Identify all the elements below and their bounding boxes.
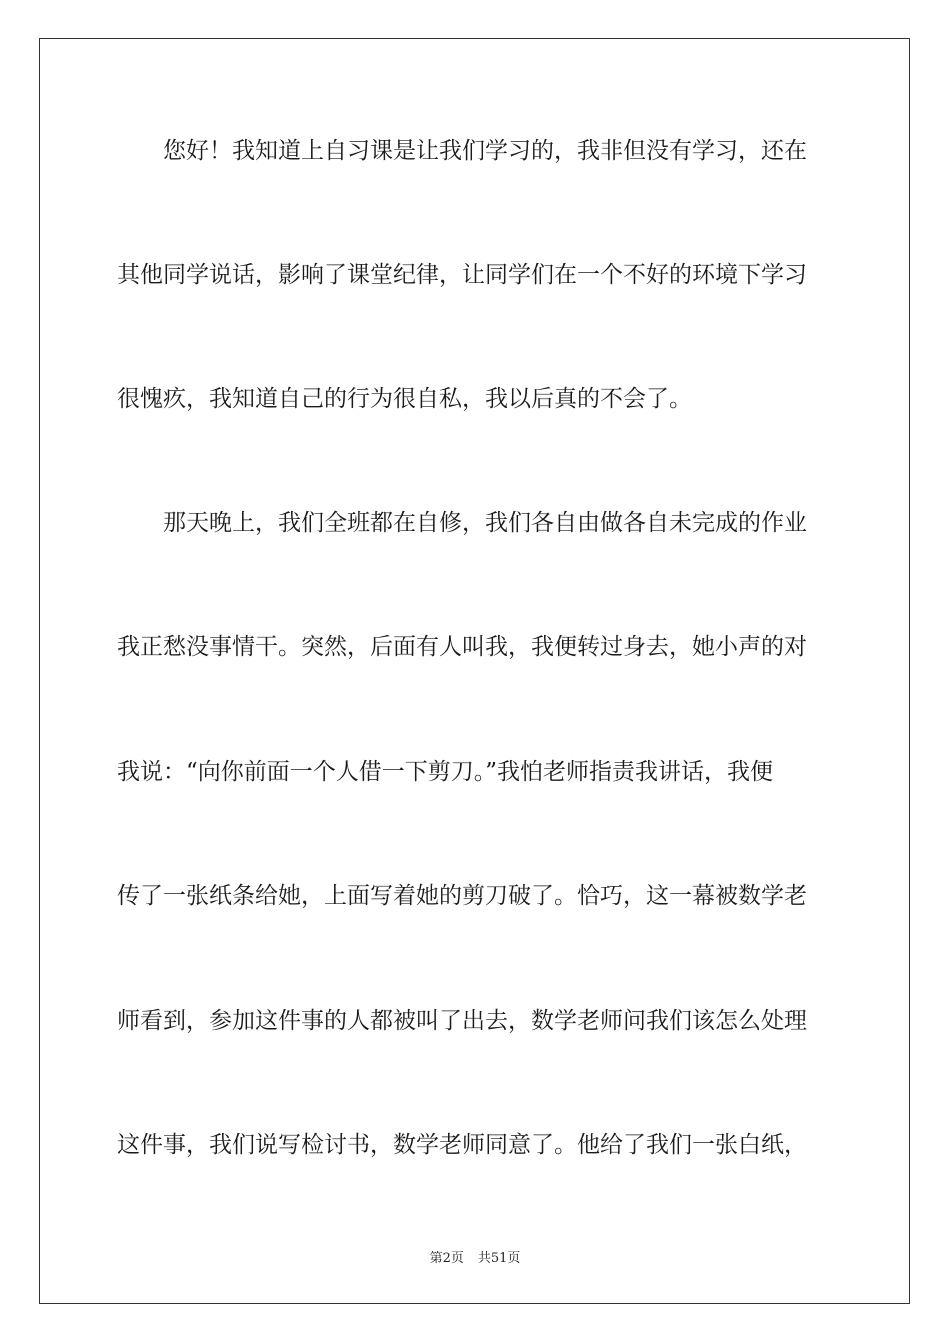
text-line-5: 我正愁没事情干。突然，后面有人叫我，我便转过身去，她小声的对 xyxy=(117,634,807,660)
text-line-4: 那天晚上，我们全班都在自修，我们各自由做各自未完成的作业 xyxy=(163,510,807,536)
text-line-2: 其他同学说话，影响了课堂纪律，让同学们在一个不好的环境下学习 xyxy=(117,262,807,288)
page-border xyxy=(39,38,910,1304)
text-line-6: 我说：“向你前面一个人借一下剪刀。”我怕老师指责我讲话，我便 xyxy=(117,759,774,785)
text-line-1: 您好！我知道上自习课是让我们学习的，我非但没有学习，还在 xyxy=(163,138,807,164)
page-number: 第2页 xyxy=(429,1251,464,1266)
page-footer xyxy=(0,1247,950,1266)
text-line-8: 师看到，参加这件事的人都被叫了出去，数学老师问我们该怎么处理 xyxy=(117,1008,807,1034)
text-line-3: 很愧疚，我知道自己的行为很自私，我以后真的不会了。 xyxy=(117,386,692,412)
page-total: 共51页 xyxy=(477,1251,521,1266)
text-line-9: 这件事，我们说写检讨书，数学老师同意了。他给了我们一张白纸， xyxy=(117,1132,807,1158)
text-line-7: 传了一张纸条给她，上面写着她的剪刀破了。恰巧，这一幕被数学老 xyxy=(117,883,807,909)
